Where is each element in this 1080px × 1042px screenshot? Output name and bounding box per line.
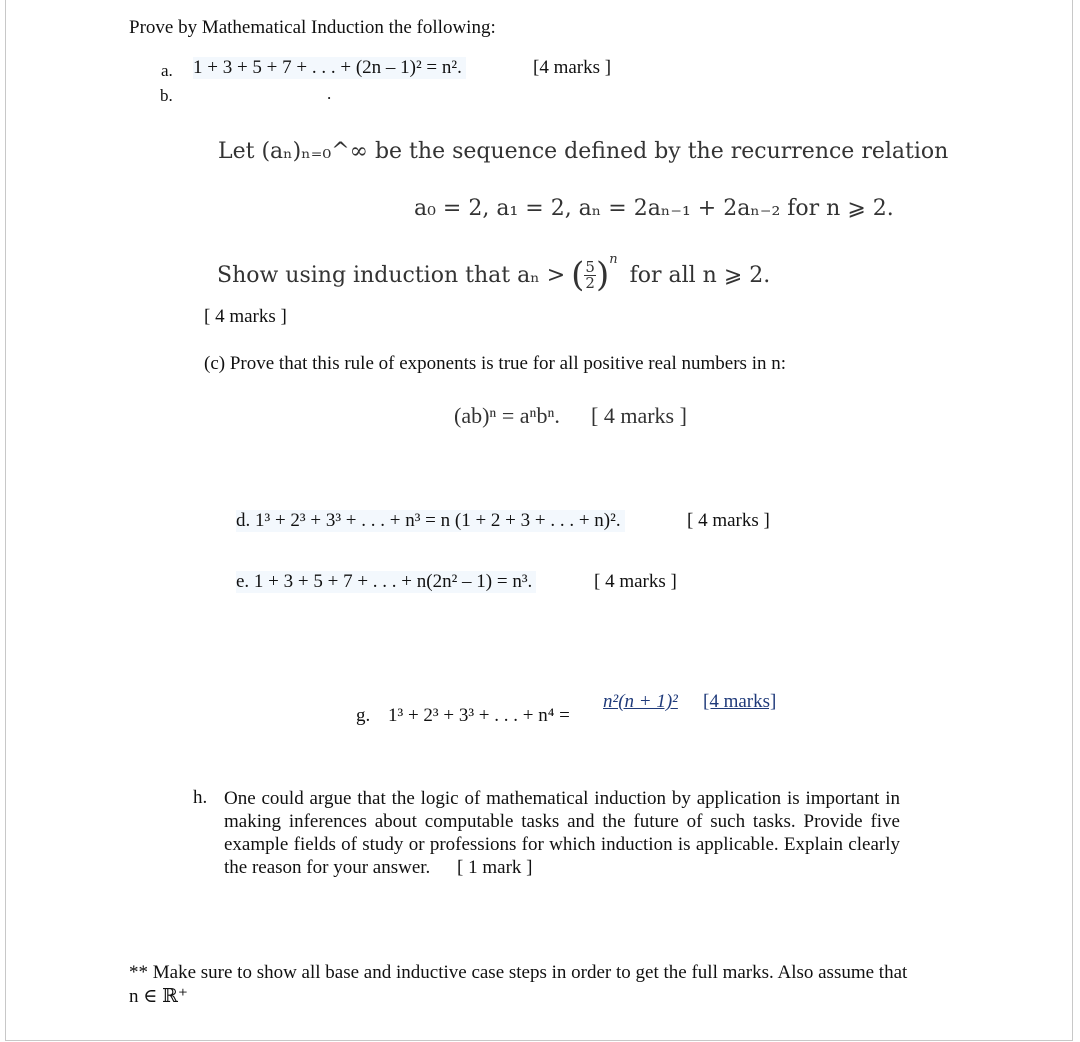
item-e-marks: [ 4 marks ] [594,571,677,592]
item-d-text: d. 1³ + 2³ + 3³ + . . . + n³ = n (1 + 2 + 3 + . . . + n)². [236,510,625,532]
item-a-expression: 1 + 3 + 5 + 7 + . . . + (2n – 1)² = n². [193,57,466,79]
item-g-marks: [4 marks] [703,691,777,712]
item-d-marks: [ 4 marks ] [687,510,770,531]
left-paren: ( [571,255,585,295]
item-c-marks: [ 4 marks ] [591,403,687,428]
item-b-dot: . [327,84,332,103]
fraction-numerator: 5 [585,257,595,276]
item-b-marks: [ 4 marks ] [204,306,287,327]
fraction-five-halves [584,257,596,292]
item-h-paragraph [224,787,900,879]
item-c-text: (c) Prove that this rule of exponents is true for all positive real numbers in n: [204,353,786,374]
item-g-lhs: 1³ + 2³ + 3³ + . . . + n⁴ = [388,705,570,726]
item-h-marks: [ 1 mark ] [457,857,533,878]
fraction-exponent: n [609,252,618,267]
item-b-show-suffix: for all n ⩾ 2. [629,262,771,288]
heading: Prove by Mathematical Induction the following: [129,17,496,38]
item-g-label: g. [356,705,371,726]
item-b-intro: Let (aₙ)ₙ₌₀^∞ be the sequence defined by the recurrence relation [218,139,949,164]
item-b-label: b. [160,86,173,105]
item-a-marks: [4 marks ] [533,57,612,78]
fraction-denominator: 2 [585,273,595,292]
item-a-label: a. [161,61,173,80]
item-b-show-line [217,250,770,300]
item-b-show-prefix: Show using induction that aₙ > [217,262,566,288]
item-b-recurrence: a₀ = 2, a₁ = 2, aₙ = 2aₙ₋₁ + 2aₙ₋₂ for n ⩾ 2. [414,196,894,221]
item-h-label: h. [193,787,208,808]
item-g-rhs: n²(n + 1)² [603,691,678,712]
item-h-text: One could argue that the logic of mathematical induction by application is important in making inferences about computable tasks and the future of such tasks. Provide five example fields of study or professions for which induction is applicable. Explain clearly the reason for your answer. [224,788,900,878]
item-c-formula: (ab)ⁿ = aⁿbⁿ. [454,403,560,428]
right-paren: ) [595,255,610,295]
item-e-text: e. 1 + 3 + 5 + 7 + . . . + n(2n² – 1) = n³. [236,571,536,593]
footer-note: ** Make sure to show all base and inductive case steps in order to get the full marks. Also assume that n ∈ ℝ⁺ [129,962,908,1007]
